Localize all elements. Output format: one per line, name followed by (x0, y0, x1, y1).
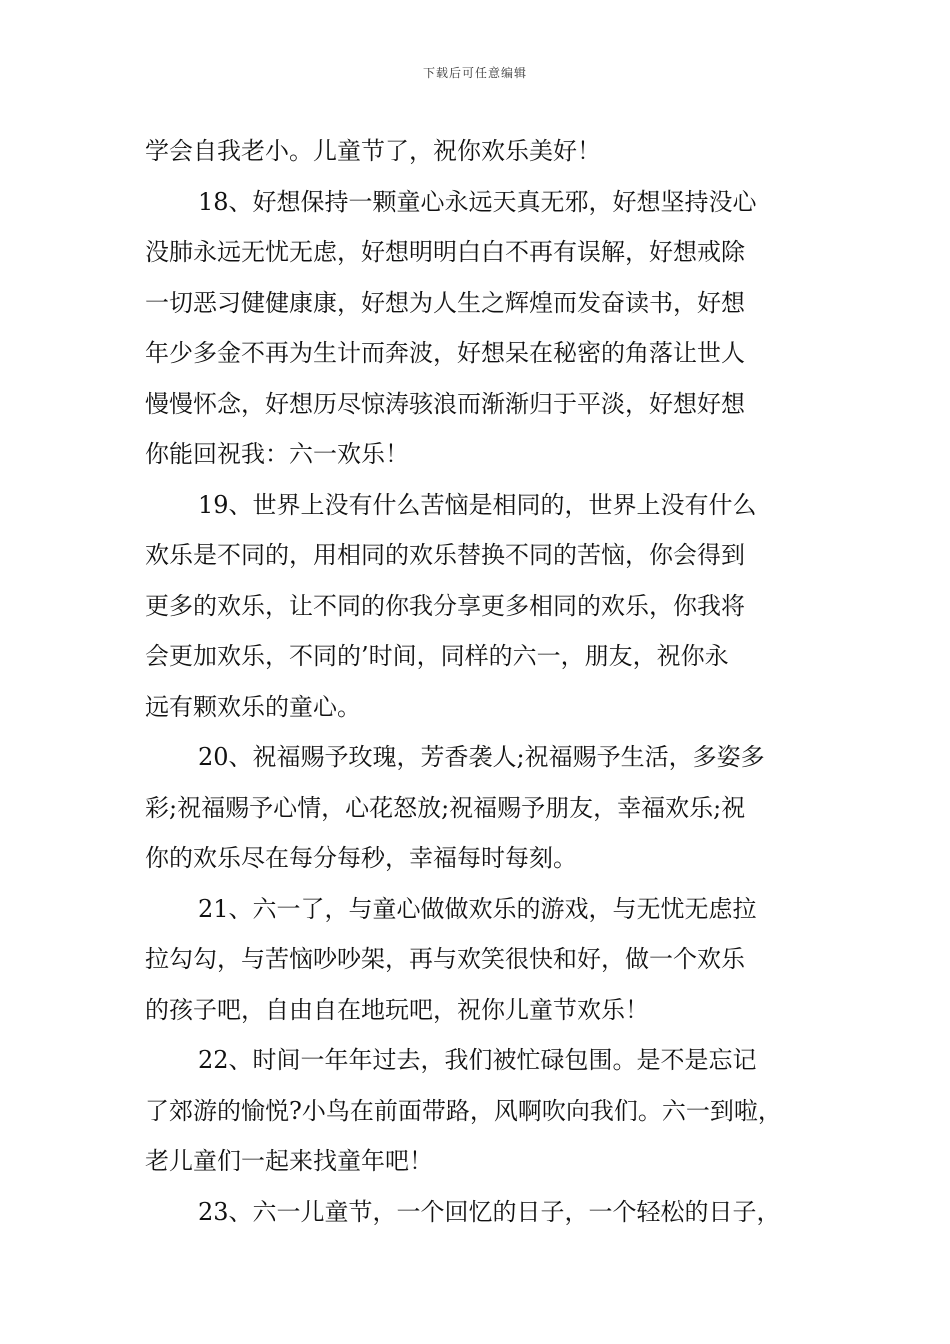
text-line: 20、祝福赐予玫瑰，芳香袭人;祝福赐予生活，多姿多 (198, 743, 765, 771)
paragraph-23 (145, 1187, 810, 1238)
text-line: 远有颗欢乐的童心。 (145, 692, 361, 721)
text-line: 23、六一儿童节，一个回忆的日子，一个轻松的日子， (198, 1197, 781, 1226)
text-line: 22、时间一年年过去，我们被忙碌包围。是不是忘记 (198, 1046, 757, 1074)
text-line: 会更加欢乐，不同的’时间，同样的六一，朋友，祝你永 (145, 642, 729, 670)
paragraph-21 (145, 884, 810, 1036)
text-line: 19、世界上没有什么苦恼是相同的，世界上没有什么 (198, 490, 757, 519)
text-line: 一切恶习健健康康，好想为人生之辉煌而发奋读书，好想 (145, 288, 745, 317)
page-header: 下载后可任意编辑 (422, 66, 527, 80)
paragraph-18 (145, 177, 810, 480)
text-line: 老儿童们一起来找童年吧！ (145, 1147, 433, 1175)
text-line: 的孩子吧，自由自在地玩吧，祝你儿童节欢乐！ (145, 995, 649, 1024)
text-line: 21、六一了，与童心做做欢乐的游戏，与无忧无虑拉 (198, 894, 757, 923)
text-line: 没肺永远无忧无虑，好想明明白白不再有误解，好想戒除 (145, 238, 745, 266)
text-line: 18、好想保持一颗童心永远天真无邪，好想坚持没心 (198, 187, 757, 216)
paragraph-continuation (145, 126, 810, 177)
text-line: 年少多金不再为生计而奔波，好想呆在秘密的角落让世人 (145, 339, 745, 367)
text-line: 你能回祝我：六一欢乐！ (145, 440, 409, 468)
text-line: 拉勾勾，与苦恼吵吵架，再与欢笑很快和好，做一个欢乐 (145, 945, 745, 973)
text-line: 你的欢乐尽在每分每秒，幸福每时每刻。 (145, 844, 577, 872)
text-line: 更多的欢乐，让不同的你我分享更多相同的欢乐，你我将 (145, 591, 745, 620)
document-body (145, 126, 810, 1237)
text-line: 欢乐是不同的，用相同的欢乐替换不同的苦恼，你会得到 (145, 541, 745, 569)
paragraph-22 (145, 1035, 810, 1187)
paragraph-19 (145, 480, 810, 733)
text-line: 慢慢怀念，好想历尽惊涛骇浪而渐渐归于平淡，好想好想 (145, 389, 745, 418)
text-line: 彩;祝福赐予心情，心花怒放;祝福赐予朋友，幸福欢乐;祝 (145, 793, 746, 822)
text-line: 学会自我老小。儿童节了，祝你欢乐美好！ (145, 137, 601, 165)
paragraph-20 (145, 732, 810, 884)
text-line: 了郊游的愉悦?小鸟在前面带路，风啊吹向我们。六一到啦， (145, 1096, 782, 1125)
